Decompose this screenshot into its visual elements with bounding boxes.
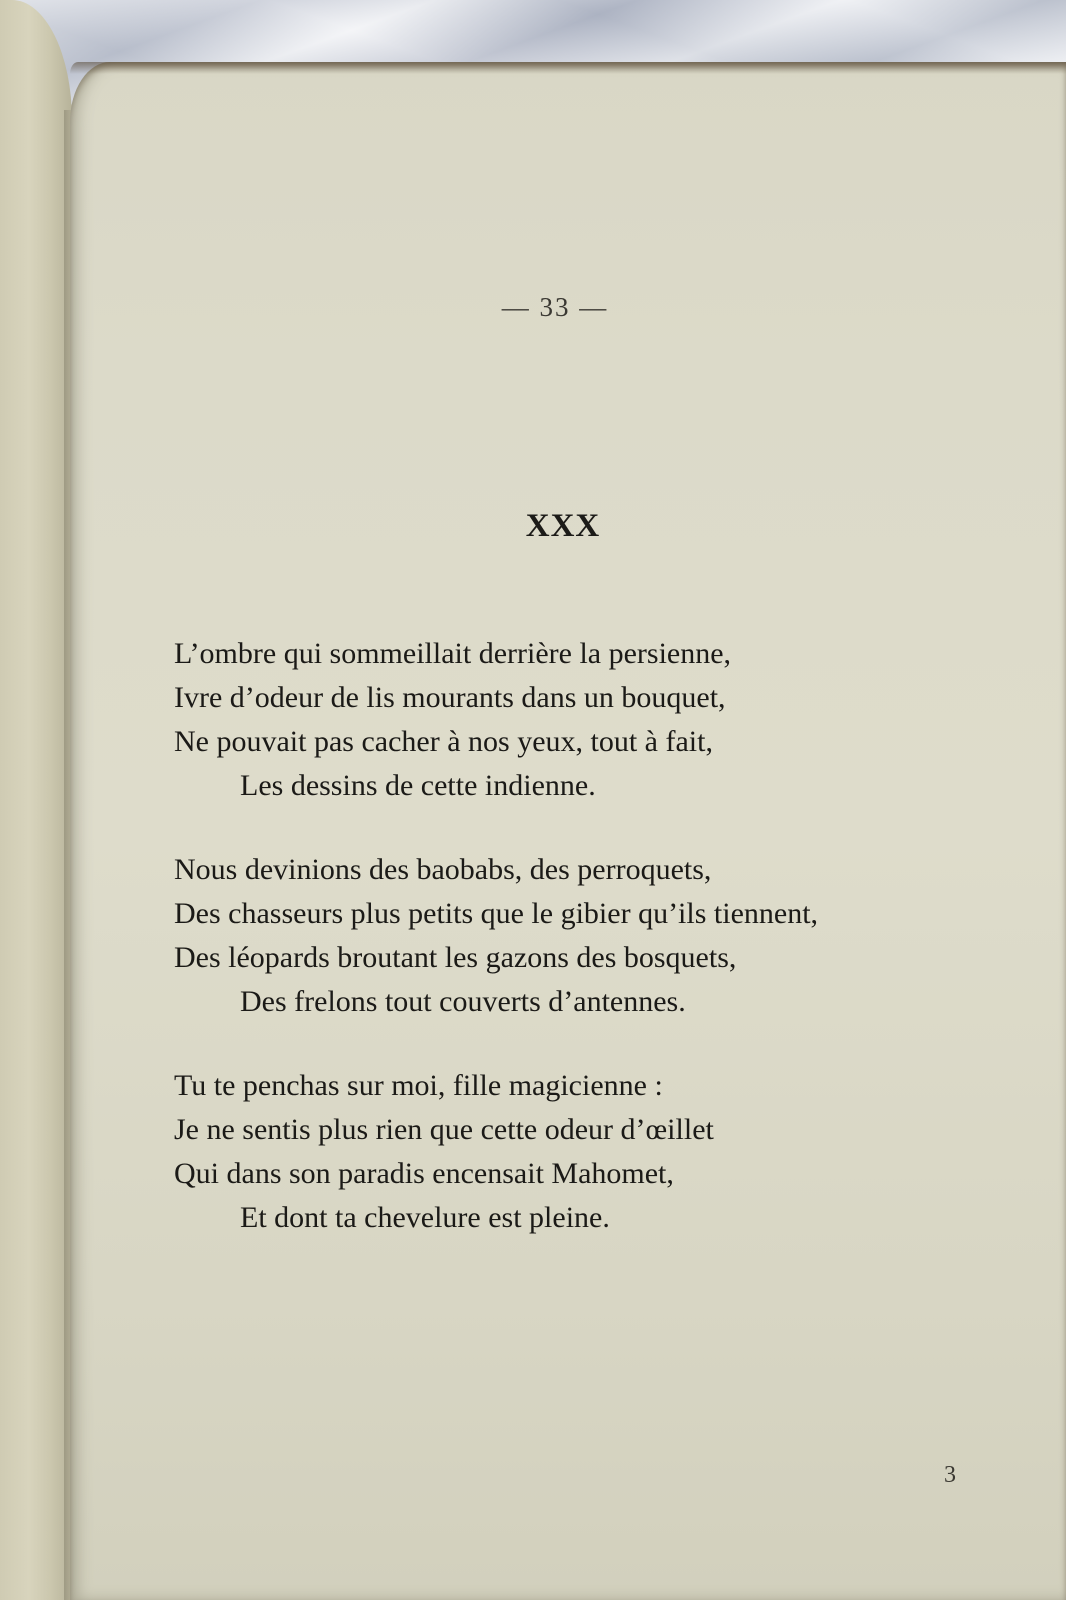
poem-line: Ivre d’odeur de lis mourants dans un bouquet,	[174, 681, 726, 714]
poem-line: Des léopards broutant les gazons des bosquets,	[174, 941, 737, 974]
poem-line: Des chasseurs plus petits que le gibier qu’ils tiennent,	[174, 897, 819, 930]
signature-mark: 3	[944, 1462, 956, 1488]
stanza	[174, 1064, 974, 1240]
facing-page-edge	[0, 0, 72, 1600]
poem-line: Nous devinions des baobabs, des perroquets,	[174, 853, 712, 886]
poem-title: XXX	[525, 508, 601, 544]
page-number: — 33 —	[501, 292, 609, 322]
poem-line: Ne pouvait pas cacher à nos yeux, tout à fait,	[174, 725, 713, 758]
page-top-edge	[70, 62, 1066, 74]
poem-line: Tu te penchas sur moi, fille magicienne :	[174, 1069, 663, 1102]
poem-line: Je ne sentis plus rien que cette odeur d’œillet	[174, 1113, 714, 1146]
poem-line: L’ombre qui sommeillait derrière la persienne,	[174, 637, 732, 670]
poem-body	[174, 632, 974, 1280]
poem-line-indented: Les dessins de cette indienne.	[240, 769, 596, 802]
poem-line: Qui dans son paradis encensait Mahomet,	[174, 1157, 674, 1190]
poem-line-indented: Des frelons tout couverts d’antennes.	[240, 985, 686, 1018]
stanza	[174, 848, 974, 1024]
stanza	[174, 632, 974, 808]
poem-line-indented: Et dont ta chevelure est pleine.	[240, 1201, 610, 1234]
